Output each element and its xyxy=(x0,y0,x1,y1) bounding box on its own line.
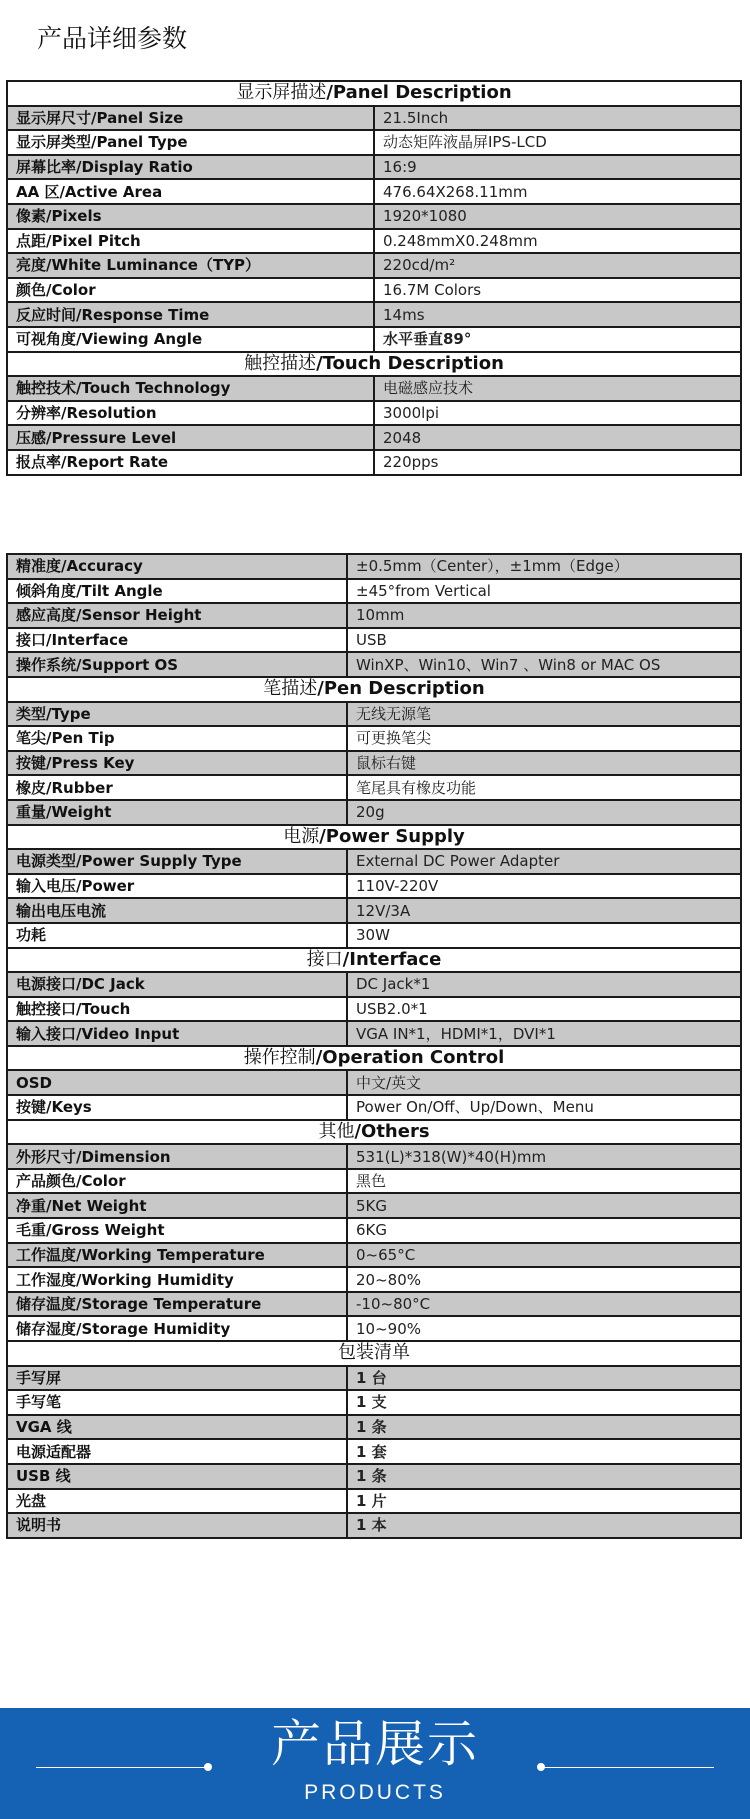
spec-label: 像素/Pixels xyxy=(7,204,374,229)
spec-value: VGA IN*1，HDMI*1，DVI*1 xyxy=(347,1021,741,1046)
spec-row xyxy=(7,1464,741,1489)
spec-row xyxy=(7,204,741,229)
section-title-zh: 显示屏描述 xyxy=(236,82,327,104)
spec-label: 手写笔 xyxy=(7,1390,347,1415)
spec-value: 21.5Inch xyxy=(374,106,741,131)
spec-value: 220pps xyxy=(374,450,741,475)
banner-divider-right xyxy=(544,1767,714,1768)
spec-label: 电源接口/DC Jack xyxy=(7,972,347,997)
spec-value: -10~80°C xyxy=(347,1292,741,1317)
spec-label: USB 线 xyxy=(7,1464,347,1489)
section-title-zh: 操作控制 xyxy=(243,1047,316,1069)
spec-value: 无线无源笔 xyxy=(347,702,741,727)
section-title xyxy=(7,677,741,702)
spec-value: 水平垂直89° xyxy=(374,327,741,352)
spec-row xyxy=(7,1193,741,1218)
section-title xyxy=(7,948,741,973)
spec-value: 0.248mmX0.248mm xyxy=(374,229,741,254)
spec-row xyxy=(7,898,741,923)
spec-value: 1 条 xyxy=(347,1415,741,1440)
spec-row xyxy=(7,603,741,628)
section-title xyxy=(7,1341,741,1366)
spec-row xyxy=(7,1489,741,1514)
section-title-zh: 笔描述 xyxy=(263,678,318,700)
spec-label: 亮度/White Luminance（TYP） xyxy=(7,253,374,278)
section-title-en: /Touch Description xyxy=(316,352,504,374)
spec-label: 触控接口/Touch xyxy=(7,997,347,1022)
spec-row xyxy=(7,425,741,450)
spec-value: 1 片 xyxy=(347,1489,741,1514)
spec-value: 3000lpi xyxy=(374,401,741,426)
spec-label: OSD xyxy=(7,1070,347,1095)
section-title-zh: 触控描述 xyxy=(244,352,317,374)
banner-subtitle: PRODUCTS xyxy=(304,1781,446,1804)
spec-label: 点距/Pixel Pitch xyxy=(7,229,374,254)
section-title-zh: 电源 xyxy=(283,825,320,847)
spec-row xyxy=(7,401,741,426)
spec-value: 动态矩阵液晶屏IPS-LCD xyxy=(374,130,741,155)
spec-label: 电源类型/Power Supply Type xyxy=(7,849,347,874)
spec-row xyxy=(7,1021,741,1046)
spec-value: WinXP、Win10、Win7 、Win8 or MAC OS xyxy=(347,652,741,677)
spec-row xyxy=(7,1218,741,1243)
spec-value: 20~80% xyxy=(347,1267,741,1292)
spec-row xyxy=(7,1366,741,1391)
spec-value: 531(L)*318(W)*40(H)mm xyxy=(347,1144,741,1169)
spec-row xyxy=(7,450,741,475)
section-header xyxy=(7,948,741,973)
section-title-en: /Pen Description xyxy=(317,678,485,700)
spec-value: 12V/3A xyxy=(347,898,741,923)
spec-value: ±0.5mm（Center），±1mm（Edge） xyxy=(347,554,741,579)
spec-value: 中文/英文 xyxy=(347,1070,741,1095)
spec-label: 输入电压/Power xyxy=(7,874,347,899)
spec-label: 工作温度/Working Temperature xyxy=(7,1243,347,1268)
spec-label: 显示屏尺寸/Panel Size xyxy=(7,106,374,131)
spec-label: VGA 线 xyxy=(7,1415,347,1440)
spec-row xyxy=(7,554,741,579)
spec-row xyxy=(7,302,741,327)
spec-label: 净重/Net Weight xyxy=(7,1193,347,1218)
spec-value: 可更换笔尖 xyxy=(347,726,741,751)
spec-row xyxy=(7,1439,741,1464)
spec-row xyxy=(7,130,741,155)
spec-label: 精准度/Accuracy xyxy=(7,554,347,579)
section-title-zh: 包装清单 xyxy=(338,1342,410,1364)
spec-value: 110V-220V xyxy=(347,874,741,899)
section-title-zh: 其他 xyxy=(318,1120,355,1142)
spec-label: AA 区/Active Area xyxy=(7,179,374,204)
spec-value: Power On/Off、Up/Down、Menu xyxy=(347,1095,741,1120)
spec-row xyxy=(7,1415,741,1440)
section-title xyxy=(7,825,741,850)
section-title-en: /Operation Control xyxy=(315,1047,505,1069)
spec-label: 手写屏 xyxy=(7,1366,347,1391)
spec-row xyxy=(7,179,741,204)
spec-row xyxy=(7,1292,741,1317)
spec-label: 压感/Pressure Level xyxy=(7,425,374,450)
section-header xyxy=(7,81,741,106)
products-banner xyxy=(0,1708,750,1819)
spec-label: 报点率/Report Rate xyxy=(7,450,374,475)
spec-row xyxy=(7,1144,741,1169)
spec-value: 1 套 xyxy=(347,1439,741,1464)
spec-label: 按键/Keys xyxy=(7,1095,347,1120)
spec-value: 14ms xyxy=(374,302,741,327)
spec-label: 功耗 xyxy=(7,923,347,948)
spec-row xyxy=(7,1070,741,1095)
spec-row xyxy=(7,849,741,874)
spec-value: 1 台 xyxy=(347,1366,741,1391)
spec-row xyxy=(7,726,741,751)
section-header xyxy=(7,1120,741,1145)
spec-value: 476.64X268.11mm xyxy=(374,179,741,204)
section-header xyxy=(7,352,741,377)
spec-row xyxy=(7,1243,741,1268)
spec-label: 输出电压电流 xyxy=(7,898,347,923)
spec-row xyxy=(7,874,741,899)
spec-label: 储存温度/Storage Temperature xyxy=(7,1292,347,1317)
section-header xyxy=(7,677,741,702)
spec-label: 毛重/Gross Weight xyxy=(7,1218,347,1243)
spec-value: 16.7M Colors xyxy=(374,278,741,303)
spec-row xyxy=(7,278,741,303)
spec-row xyxy=(7,376,741,401)
spec-row xyxy=(7,775,741,800)
section-header xyxy=(7,825,741,850)
banner-title: 产品展示 xyxy=(271,1715,479,1773)
spec-value: 2048 xyxy=(374,425,741,450)
spec-label: 分辨率/Resolution xyxy=(7,401,374,426)
banner-dot-left xyxy=(204,1763,212,1771)
section-header xyxy=(7,1341,741,1366)
spec-value: USB2.0*1 xyxy=(347,997,741,1022)
spec-row xyxy=(7,628,741,653)
spec-value: 笔尾具有橡皮功能 xyxy=(347,775,741,800)
spec-value: 1 本 xyxy=(347,1513,741,1538)
spec-row xyxy=(7,800,741,825)
spec-row xyxy=(7,155,741,180)
banner-dot-right xyxy=(537,1763,545,1771)
spec-row xyxy=(7,253,741,278)
section-title-en: /Panel Description xyxy=(326,82,512,104)
section-title xyxy=(7,1120,741,1145)
spec-label: 橡皮/Rubber xyxy=(7,775,347,800)
spec-label: 感应高度/Sensor Height xyxy=(7,603,347,628)
spec-label: 屏幕比率/Display Ratio xyxy=(7,155,374,180)
spec-row xyxy=(7,1316,741,1341)
spec-label: 工作湿度/Working Humidity xyxy=(7,1267,347,1292)
spec-row xyxy=(7,972,741,997)
spec-value: 220cd/m² xyxy=(374,253,741,278)
spec-table-details xyxy=(6,553,742,1539)
spec-value: 黑色 xyxy=(347,1169,741,1194)
spec-label: 笔尖/Pen Tip xyxy=(7,726,347,751)
spec-value: 1920*1080 xyxy=(374,204,741,229)
spec-value: External DC Power Adapter xyxy=(347,849,741,874)
spec-table-panel-touch xyxy=(6,80,742,476)
section-title-en: /Others xyxy=(354,1120,430,1142)
spec-label: 可视角度/Viewing Angle xyxy=(7,327,374,352)
spec-value: 30W xyxy=(347,923,741,948)
spec-label: 反应时间/Response Time xyxy=(7,302,374,327)
spec-label: 接口/Interface xyxy=(7,628,347,653)
spec-label: 显示屏类型/Panel Type xyxy=(7,130,374,155)
spec-label: 光盘 xyxy=(7,1489,347,1514)
spec-row xyxy=(7,923,741,948)
spec-row xyxy=(7,1095,741,1120)
spec-value: 1 条 xyxy=(347,1464,741,1489)
section-header xyxy=(7,1046,741,1071)
spec-row xyxy=(7,229,741,254)
spec-value: DC Jack*1 xyxy=(347,972,741,997)
spec-label: 储存湿度/Storage Humidity xyxy=(7,1316,347,1341)
spec-row xyxy=(7,997,741,1022)
banner-divider-left xyxy=(36,1767,206,1768)
spec-label: 操作系统/Support OS xyxy=(7,652,347,677)
spec-value: 鼠标右键 xyxy=(347,751,741,776)
spec-value: 10~90% xyxy=(347,1316,741,1341)
spec-value: 10mm xyxy=(347,603,741,628)
section-title xyxy=(7,1046,741,1071)
section-title-en: /Interface xyxy=(342,948,442,970)
spec-label: 说明书 xyxy=(7,1513,347,1538)
spec-label: 颜色/Color xyxy=(7,278,374,303)
spec-row xyxy=(7,1169,741,1194)
spec-row xyxy=(7,579,741,604)
spec-row xyxy=(7,1390,741,1415)
spec-value: USB xyxy=(347,628,741,653)
spec-value: 6KG xyxy=(347,1218,741,1243)
spec-value: 5KG xyxy=(347,1193,741,1218)
spec-value: 0~65°C xyxy=(347,1243,741,1268)
spec-label: 倾斜角度/Tilt Angle xyxy=(7,579,347,604)
spec-label: 按键/Press Key xyxy=(7,751,347,776)
spec-value: 16:9 xyxy=(374,155,741,180)
spec-label: 外形尺寸/Dimension xyxy=(7,1144,347,1169)
spec-label: 产品颜色/Color xyxy=(7,1169,347,1194)
section-title-en: /Power Supply xyxy=(319,825,465,847)
section-title-zh: 接口 xyxy=(306,948,343,970)
page-title: 产品详细参数 xyxy=(37,24,188,53)
spec-row xyxy=(7,751,741,776)
spec-label: 输入接口/Video Input xyxy=(7,1021,347,1046)
spec-value: 电磁感应技术 xyxy=(374,376,741,401)
spec-value: 1 支 xyxy=(347,1390,741,1415)
section-title xyxy=(7,81,741,106)
spec-row xyxy=(7,1267,741,1292)
spec-label: 类型/Type xyxy=(7,702,347,727)
spec-label: 电源适配器 xyxy=(7,1439,347,1464)
spec-row xyxy=(7,652,741,677)
spec-label: 重量/Weight xyxy=(7,800,347,825)
spec-row xyxy=(7,327,741,352)
spec-row xyxy=(7,1513,741,1538)
spec-value: ±45°from Vertical xyxy=(347,579,741,604)
spec-label: 触控技术/Touch Technology xyxy=(7,376,374,401)
spec-row xyxy=(7,702,741,727)
spec-row xyxy=(7,106,741,131)
spec-value: 20g xyxy=(347,800,741,825)
section-title xyxy=(7,352,741,377)
